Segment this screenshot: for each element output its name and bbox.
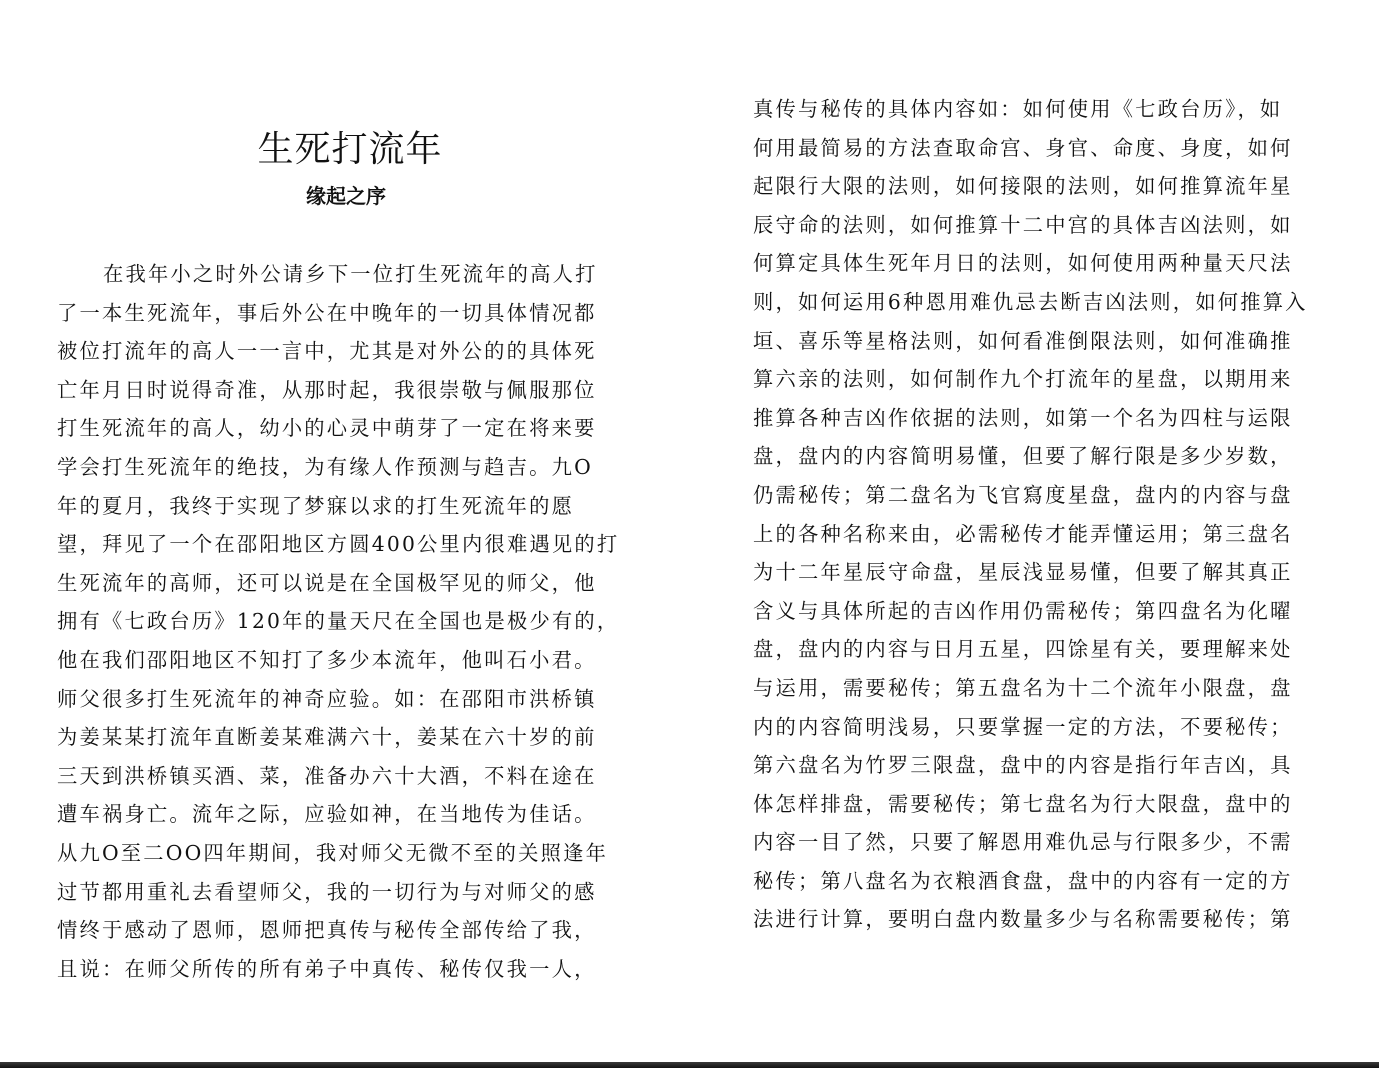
- text-line: 他在我们邵阳地区不知打了多少本流年，他叫石小君。: [57, 647, 597, 672]
- text-line: 生死流年的高师，还可以说是在全国极罕见的师父，他: [57, 570, 597, 595]
- text-line: 内容一目了然，只要了解恩用难仇忌与行限多少，不需: [753, 830, 1293, 855]
- chapter-subtitle: 缘起之序: [306, 184, 386, 208]
- chapter-title: 生死打流年: [257, 129, 443, 170]
- text-line: 垣、喜乐等星格法则，如何看准倒限法则，如何准确推: [753, 328, 1293, 353]
- text-line: 含义与具体所起的吉凶作用仍需秘传；第四盘名为化曜: [753, 598, 1293, 623]
- right-page-body: [753, 90, 1343, 939]
- text-line: 过节都用重礼去看望师父，我的一切行为与对师父的感: [57, 879, 597, 904]
- text-line: 何算定具体生死年月日的法则，如何使用两种量天尺法: [753, 251, 1293, 276]
- text-line: 仍需秘传；第二盘名为飞官寫度星盘，盘内的内容与盘: [753, 482, 1293, 507]
- text-line: 辰守命的法则，如何推算十二中宫的具体吉凶法则，如: [753, 212, 1293, 237]
- text-line: 了一本生死流年，事后外公在中晚年的一切具体情况都: [57, 300, 597, 325]
- text-line: 在我年小之时外公请乡下一位打生死流年的高人打: [103, 262, 598, 286]
- text-line: 情终于感动了恩师，恩师把真传与秘传全部传给了我，: [57, 918, 597, 943]
- text-line: 年的夏月，我终于实现了梦寐以求的打生死流年的愿: [57, 493, 575, 518]
- text-line: 则，如何运用6种恩用难仇忌去断吉凶法则，如何推算入: [753, 289, 1308, 314]
- text-line: 遭车祸身亡。流年之际，应验如神，在当地传为佳话。: [57, 802, 597, 827]
- text-line: 何用最简易的方法查取命宫、身官、命度、身度，如何: [753, 135, 1293, 160]
- text-line: 第六盘名为竹罗三限盘，盘中的内容是指行年吉凶，具: [753, 753, 1293, 778]
- text-line: 被位打流年的高人一一言中，尤其是对外公的的具体死: [57, 339, 597, 364]
- text-line: 从九O至二OO四年期间，我对师父无微不至的关照逢年: [57, 840, 609, 865]
- text-line: 秘传；第八盘名为衣粮酒食盘，盘中的内容有一定的方: [753, 868, 1293, 893]
- text-line: 且说：在师父所传的所有弟子中真传、秘传仅我一人，: [57, 956, 597, 981]
- text-line: 推算各种吉凶作依据的法则，如第一个名为四柱与运限: [753, 405, 1293, 430]
- text-line: 三天到洪桥镇买酒、菜，准备办六十大酒，不料在途在: [57, 763, 597, 788]
- text-line: 为十二年星辰守命盘，星辰浅显易懂，但要了解其真正: [753, 560, 1293, 585]
- text-line: 师父很多打生死流年的神奇应验。如：在邵阳市洪桥镇: [57, 686, 597, 711]
- text-line: 盘，盘内的内容简明易懂，但要了解行限是多少岁数，: [753, 444, 1293, 469]
- left-page-body: [57, 255, 647, 988]
- right-page: [700, 0, 1379, 1060]
- text-line: 学会打生死流年的绝技，为有缘人作预测与趋吉。九O: [57, 454, 593, 479]
- text-line: 法进行计算，要明白盘内数量多少与名称需要秘传；第: [753, 907, 1293, 932]
- text-line: 内的内容简明浅易，只要掌握一定的方法，不要秘传；: [753, 714, 1293, 739]
- text-line: 与运用，需要秘传；第五盘名为十二个流年小限盘，盘: [753, 675, 1293, 700]
- bottom-edge-bar: [0, 1062, 1379, 1068]
- text-line: 打生死流年的高人，幼小的心灵中萌芽了一定在将来要: [57, 416, 597, 441]
- text-line: 拥有《七政台历》120年的量天尺在全国也是极少有的，: [57, 609, 620, 634]
- text-line: 真传与秘传的具体内容如：如何使用《七政台历》，如: [753, 97, 1283, 121]
- text-line: 盘，盘内的内容与日月五星，四馀星有关，要理解来处: [753, 637, 1293, 662]
- text-line: 算六亲的法则，如何制作九个打流年的星盘，以期用来: [753, 367, 1293, 392]
- text-line: 上的各种名称来由，必需秘传才能弄懂运用；第三盘名: [753, 521, 1293, 546]
- text-line: 亡年月日时说得奇准，从那时起，我很崇敬与佩服那位: [57, 377, 597, 402]
- text-line: 为姜某某打流年直断姜某难满六十，姜某在六十岁的前: [57, 725, 597, 750]
- text-line: 望，拜见了一个在邵阳地区方圆400公里内很难遇见的打: [57, 532, 620, 557]
- text-line: 体怎样排盘，需要秘传；第七盘名为行大限盘，盘中的: [753, 791, 1293, 816]
- text-line: 起限行大限的法则，如何接限的法则，如何推算流年星: [753, 174, 1293, 199]
